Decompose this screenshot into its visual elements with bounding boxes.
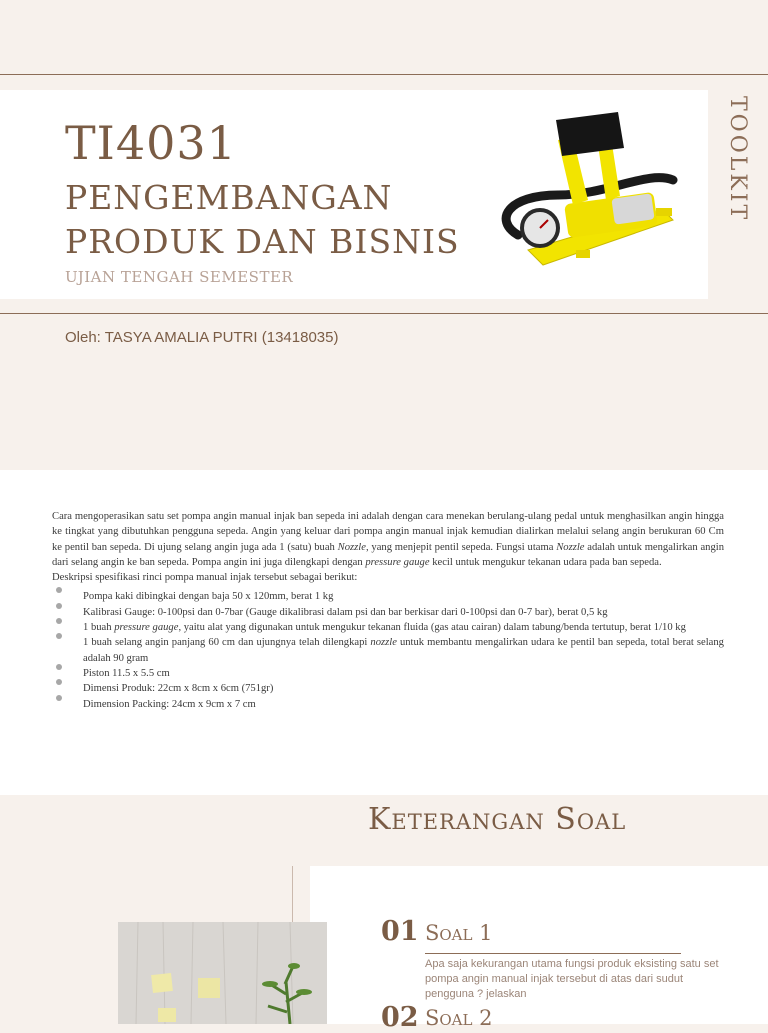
question-number: 01 [381,916,419,947]
spec-list [52,589,724,711]
middle-divider [0,313,768,314]
author-line: Oleh: TASYA AMALIA PUTRI (13418035) [65,329,339,346]
exam-type: UJIAN TENGAH SEMESTER [65,268,294,286]
question-number: 02 [381,1002,419,1033]
question-title: Soal 1 [425,921,493,945]
bullet-icon [56,679,62,685]
section-heading: Keterangan Soal [368,802,627,837]
bullet-icon [56,633,62,639]
question-underline [425,953,681,954]
bullet-icon [56,587,62,593]
foot-pump-image [488,100,688,280]
bullet-icon [56,695,62,701]
bullet-icon [56,603,62,609]
toolkit-label: TOOLKIT [725,96,750,223]
bullet-icon [56,618,62,624]
course-code: TI4031 [65,116,237,170]
list-item: Dimension Packing: 24cm x 9cm x 7 cm [52,697,724,712]
top-divider [0,74,768,75]
course-title: PENGEMBANGAN PRODUK DAN BISNIS [65,178,460,261]
description-text [52,509,724,712]
list-item: Dimensi Produk: 22cm x 8cm x 6cm (751gr) [52,681,724,696]
list-item: 1 buah selang angin panjang 60 cm dan ujungnya telah dilengkapi nozzle untuk membantu mengalirkan udara ke pentil ban sepeda, total berat selang adalah 90 gram [52,635,724,666]
sticky-notes-plant-photo [118,922,327,1024]
bullet-icon [56,664,62,670]
list-item: Pompa kaki dibingkai dengan baja 50 x 120mm, berat 1 kg [52,589,724,604]
question-title: Soal 2 [425,1006,493,1030]
list-item: Kalibrasi Gauge: 0-100psi dan 0-7bar (Gauge dikalibrasi dalam psi dan bar berkisar dari 0-100psi dan 0-7 bar), berat 0,5 kg [52,605,724,620]
list-item: 1 buah pressure gauge, yaitu alat yang digunakan untuk mengukur tekanan fluida (gas atau cairan) dalam tabung/benda tertutup, berat 1/10 kg [52,620,724,635]
intro-paragraph: Cara mengoperasikan satu set pompa angin manual injak ban sepeda ini adalah dengan cara menekan berulang-ulang pedal untuk menghasilkan angin hingga ke tingkat yang dibutuhkan pengguna sepeda. Angin yang keluar dari pompa angin manual injak kemudian dialirkan melalui selang angin berukuran 60 Cm ke pentil ban sepeda. Di ujung selang angin juga ada 1 (satu) buah Nozzle, yang menjepit pentil sepeda. Fungsi utama Nozzle adalah untuk mengalirkan angin dari selang angin ke ban sepeda. Pompa angin ini juga dilengkapi dengan pressure gauge kecil untuk mengukur tekanan udara pada ban sepeda. [52,511,724,568]
question-text: Apa saja kekurangan utama fungsi produk eksisting satu set pompa angin manual injak tersebut di atas dari sudut pengguna ? jelaskan [425,958,719,1000]
list-item: Piston 11.5 x 5.5 cm [52,666,724,681]
spec-intro: Deskripsi spesifikasi rinci pompa manual injak tersebut sebagai berikut: [52,572,358,584]
